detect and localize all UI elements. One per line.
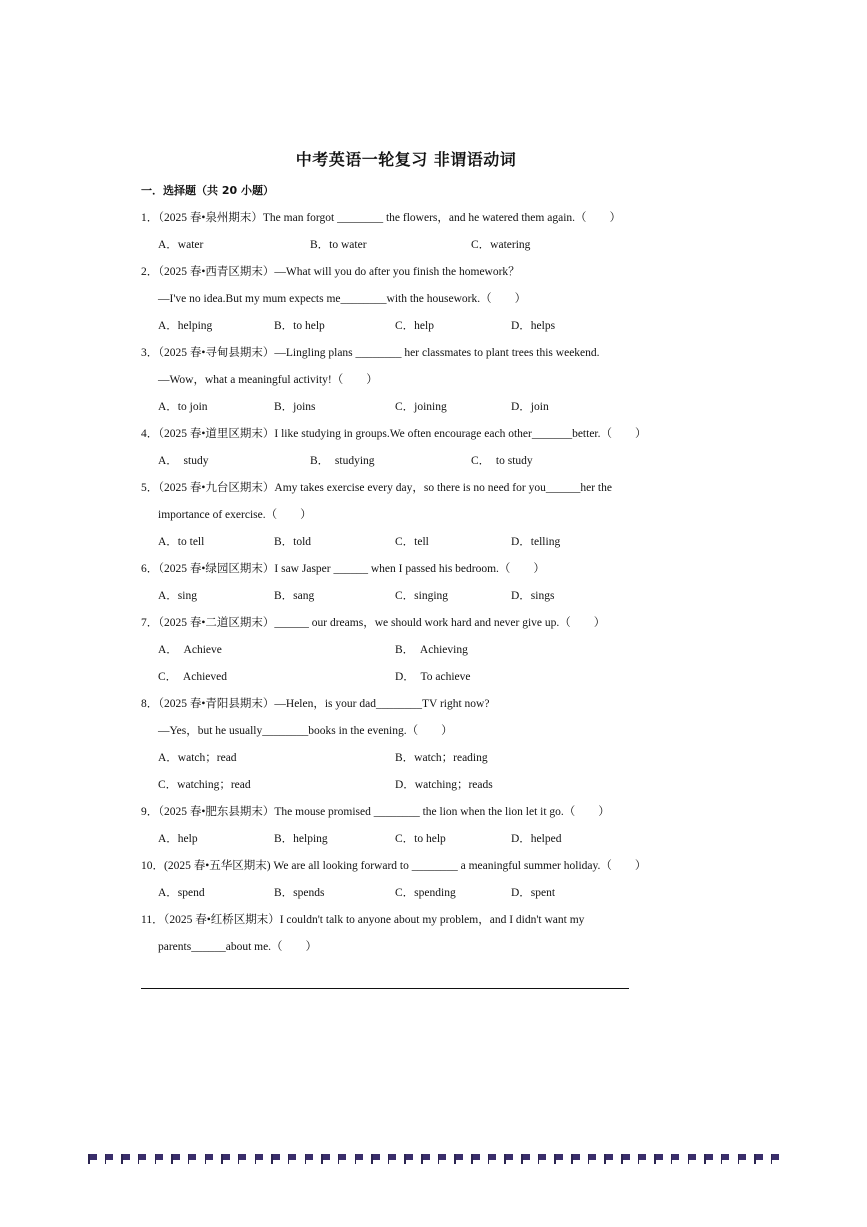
question-3-stem: 3．（2025 春•寻甸县期末）—Lingling plans ________ her classmates to plant trees this weekend. xyxy=(141,347,600,359)
flag-icon xyxy=(621,1154,630,1164)
flag-icon xyxy=(288,1154,297,1164)
question-1-option-c[interactable]: C．watering xyxy=(471,239,531,251)
question-3-option-d[interactable]: D．join xyxy=(511,401,549,413)
flag-icon xyxy=(738,1154,747,1164)
section-heading: 一．选择题（共 20 小题） xyxy=(141,184,274,197)
flag-icon xyxy=(638,1154,647,1164)
question-3-stem-cont: —Wow，what a meaningful activity!（ ） xyxy=(158,374,378,386)
question-9-option-d[interactable]: D．helped xyxy=(511,833,562,845)
flag-icon xyxy=(238,1154,247,1164)
flag-icon xyxy=(171,1154,180,1164)
question-5-option-c[interactable]: C．tell xyxy=(395,536,429,548)
flag-icon xyxy=(704,1154,713,1164)
question-9-option-a[interactable]: A．help xyxy=(158,833,198,845)
question-10-option-a[interactable]: A．spend xyxy=(158,887,205,899)
question-5-option-b[interactable]: B．told xyxy=(274,536,312,548)
question-3-option-a[interactable]: A．to join xyxy=(158,401,208,413)
question-2-option-a[interactable]: A．helping xyxy=(158,320,213,332)
flag-icon xyxy=(504,1154,513,1164)
question-10-option-c[interactable]: C．spending xyxy=(395,887,456,899)
flag-icon xyxy=(571,1154,580,1164)
flag-icon xyxy=(188,1154,197,1164)
question-1-option-b[interactable]: B．to water xyxy=(310,239,367,251)
question-3-option-b[interactable]: B．joins xyxy=(274,401,316,413)
flag-icon xyxy=(338,1154,347,1164)
question-6-option-c[interactable]: C．singing xyxy=(395,590,449,602)
flag-icon xyxy=(221,1154,230,1164)
question-11-stem: 11．（2025 春•红桥区期末）I couldn't talk to anyone about my problem，and I didn't want my xyxy=(141,914,585,926)
question-1-stem: 1．（2025 春•泉州期末）The man forgot ________ the flowers，and he watered them again.（ ） xyxy=(141,212,622,224)
flag-icon xyxy=(138,1154,147,1164)
flag-icon xyxy=(271,1154,280,1164)
question-10-option-d[interactable]: D．spent xyxy=(511,887,556,899)
question-7-option-c[interactable]: C． Achieved xyxy=(158,671,227,683)
question-9-stem: 9．（2025 春•肥东县期末）The mouse promised ________ the lion when the lion let it go.（ ） xyxy=(141,806,610,818)
divider-rule xyxy=(141,988,629,989)
question-8-option-d[interactable]: D．watching；reads xyxy=(395,779,493,791)
question-4-option-a[interactable]: A． study xyxy=(158,455,209,467)
question-2-option-b[interactable]: B．to help xyxy=(274,320,325,332)
flag-icon xyxy=(404,1154,413,1164)
question-11-stem-cont: parents______about me.（ ） xyxy=(158,941,318,953)
flag-icon xyxy=(205,1154,214,1164)
question-4-stem: 4．（2025 春•道里区期末）I like studying in groups.We often encourage each other_______better.（ ） xyxy=(141,428,647,440)
flag-icon xyxy=(471,1154,480,1164)
question-4-option-b[interactable]: B． studying xyxy=(310,455,375,467)
question-10-option-b[interactable]: B．spends xyxy=(274,887,325,899)
question-5-option-a[interactable]: A．to tell xyxy=(158,536,205,548)
question-10-stem: 10．(2025 春•五华区期末) We are all looking forward to ________ a meaningful summer holiday.（ ） xyxy=(141,860,647,872)
flag-icon xyxy=(671,1154,680,1164)
flag-icon xyxy=(105,1154,114,1164)
flag-icon xyxy=(554,1154,563,1164)
flag-icon xyxy=(388,1154,397,1164)
question-6-option-d[interactable]: D．sings xyxy=(511,590,555,602)
question-6-option-a[interactable]: A．sing xyxy=(158,590,197,602)
question-1-option-a[interactable]: A．water xyxy=(158,239,204,251)
page-title: 中考英语一轮复习 非谓语动词 xyxy=(295,150,517,169)
question-8-option-a[interactable]: A．watch；read xyxy=(158,752,237,764)
question-9-option-c[interactable]: C．to help xyxy=(395,833,446,845)
flag-icon xyxy=(688,1154,697,1164)
question-2-stem: 2．（2025 春•西青区期末）—What will you do after you finish the homework？ xyxy=(141,266,520,278)
question-2-option-d[interactable]: D．helps xyxy=(511,320,556,332)
question-8-stem: 8．（2025 春•青阳县期末）—Helen，is your dad________TV right now? xyxy=(141,698,490,710)
flag-icon xyxy=(438,1154,447,1164)
question-7-option-a[interactable]: A． Achieve xyxy=(158,644,222,656)
question-5-option-d[interactable]: D．telling xyxy=(511,536,561,548)
question-7-option-d[interactable]: D． To achieve xyxy=(395,671,471,683)
question-2-stem-cont: —I've no idea.But my mum expects me________with the housework.（ ） xyxy=(158,293,527,305)
question-7-option-b[interactable]: B． Achieving xyxy=(395,644,468,656)
question-5-stem: 5．（2025 春•九台区期末）Amy takes exercise every day，so there is no need for you______her the xyxy=(141,482,612,494)
flag-icon xyxy=(754,1154,763,1164)
question-6-option-b[interactable]: B．sang xyxy=(274,590,315,602)
flag-icon xyxy=(255,1154,264,1164)
flag-icon xyxy=(771,1154,780,1164)
question-7-stem: 7．（2025 春•二道区期末）______ our dreams，we should work hard and never give up.（ ） xyxy=(141,617,606,629)
flag-icon xyxy=(454,1154,463,1164)
flag-icon xyxy=(88,1154,97,1164)
flag-icon xyxy=(371,1154,380,1164)
flag-icon xyxy=(321,1154,330,1164)
flag-icon xyxy=(521,1154,530,1164)
flag-icon xyxy=(488,1154,497,1164)
flag-icon xyxy=(155,1154,164,1164)
question-4-option-c[interactable]: C． to study xyxy=(471,455,533,467)
question-2-option-c[interactable]: C．help xyxy=(395,320,434,332)
flag-icon xyxy=(305,1154,314,1164)
question-8-option-b[interactable]: B．watch；reading xyxy=(395,752,488,764)
flag-icon xyxy=(654,1154,663,1164)
question-3-option-c[interactable]: C．joining xyxy=(395,401,447,413)
question-6-stem: 6．（2025 春•绿园区期末）I saw Jasper ______ when I passed his bedroom.（ ） xyxy=(141,563,545,575)
flag-icon xyxy=(121,1154,130,1164)
flag-icon xyxy=(588,1154,597,1164)
flag-icon xyxy=(538,1154,547,1164)
question-8-option-c[interactable]: C．watching；read xyxy=(158,779,251,791)
flag-icon xyxy=(421,1154,430,1164)
question-8-stem-cont: —Yes，but he usually________books in the evening.（ ） xyxy=(158,725,453,737)
question-5-stem-cont: importance of exercise.（ ） xyxy=(158,509,312,521)
flag-icon xyxy=(355,1154,364,1164)
question-9-option-b[interactable]: B．helping xyxy=(274,833,328,845)
flag-icon xyxy=(721,1154,730,1164)
footer-flag-border xyxy=(88,1152,780,1166)
flag-icon xyxy=(604,1154,613,1164)
